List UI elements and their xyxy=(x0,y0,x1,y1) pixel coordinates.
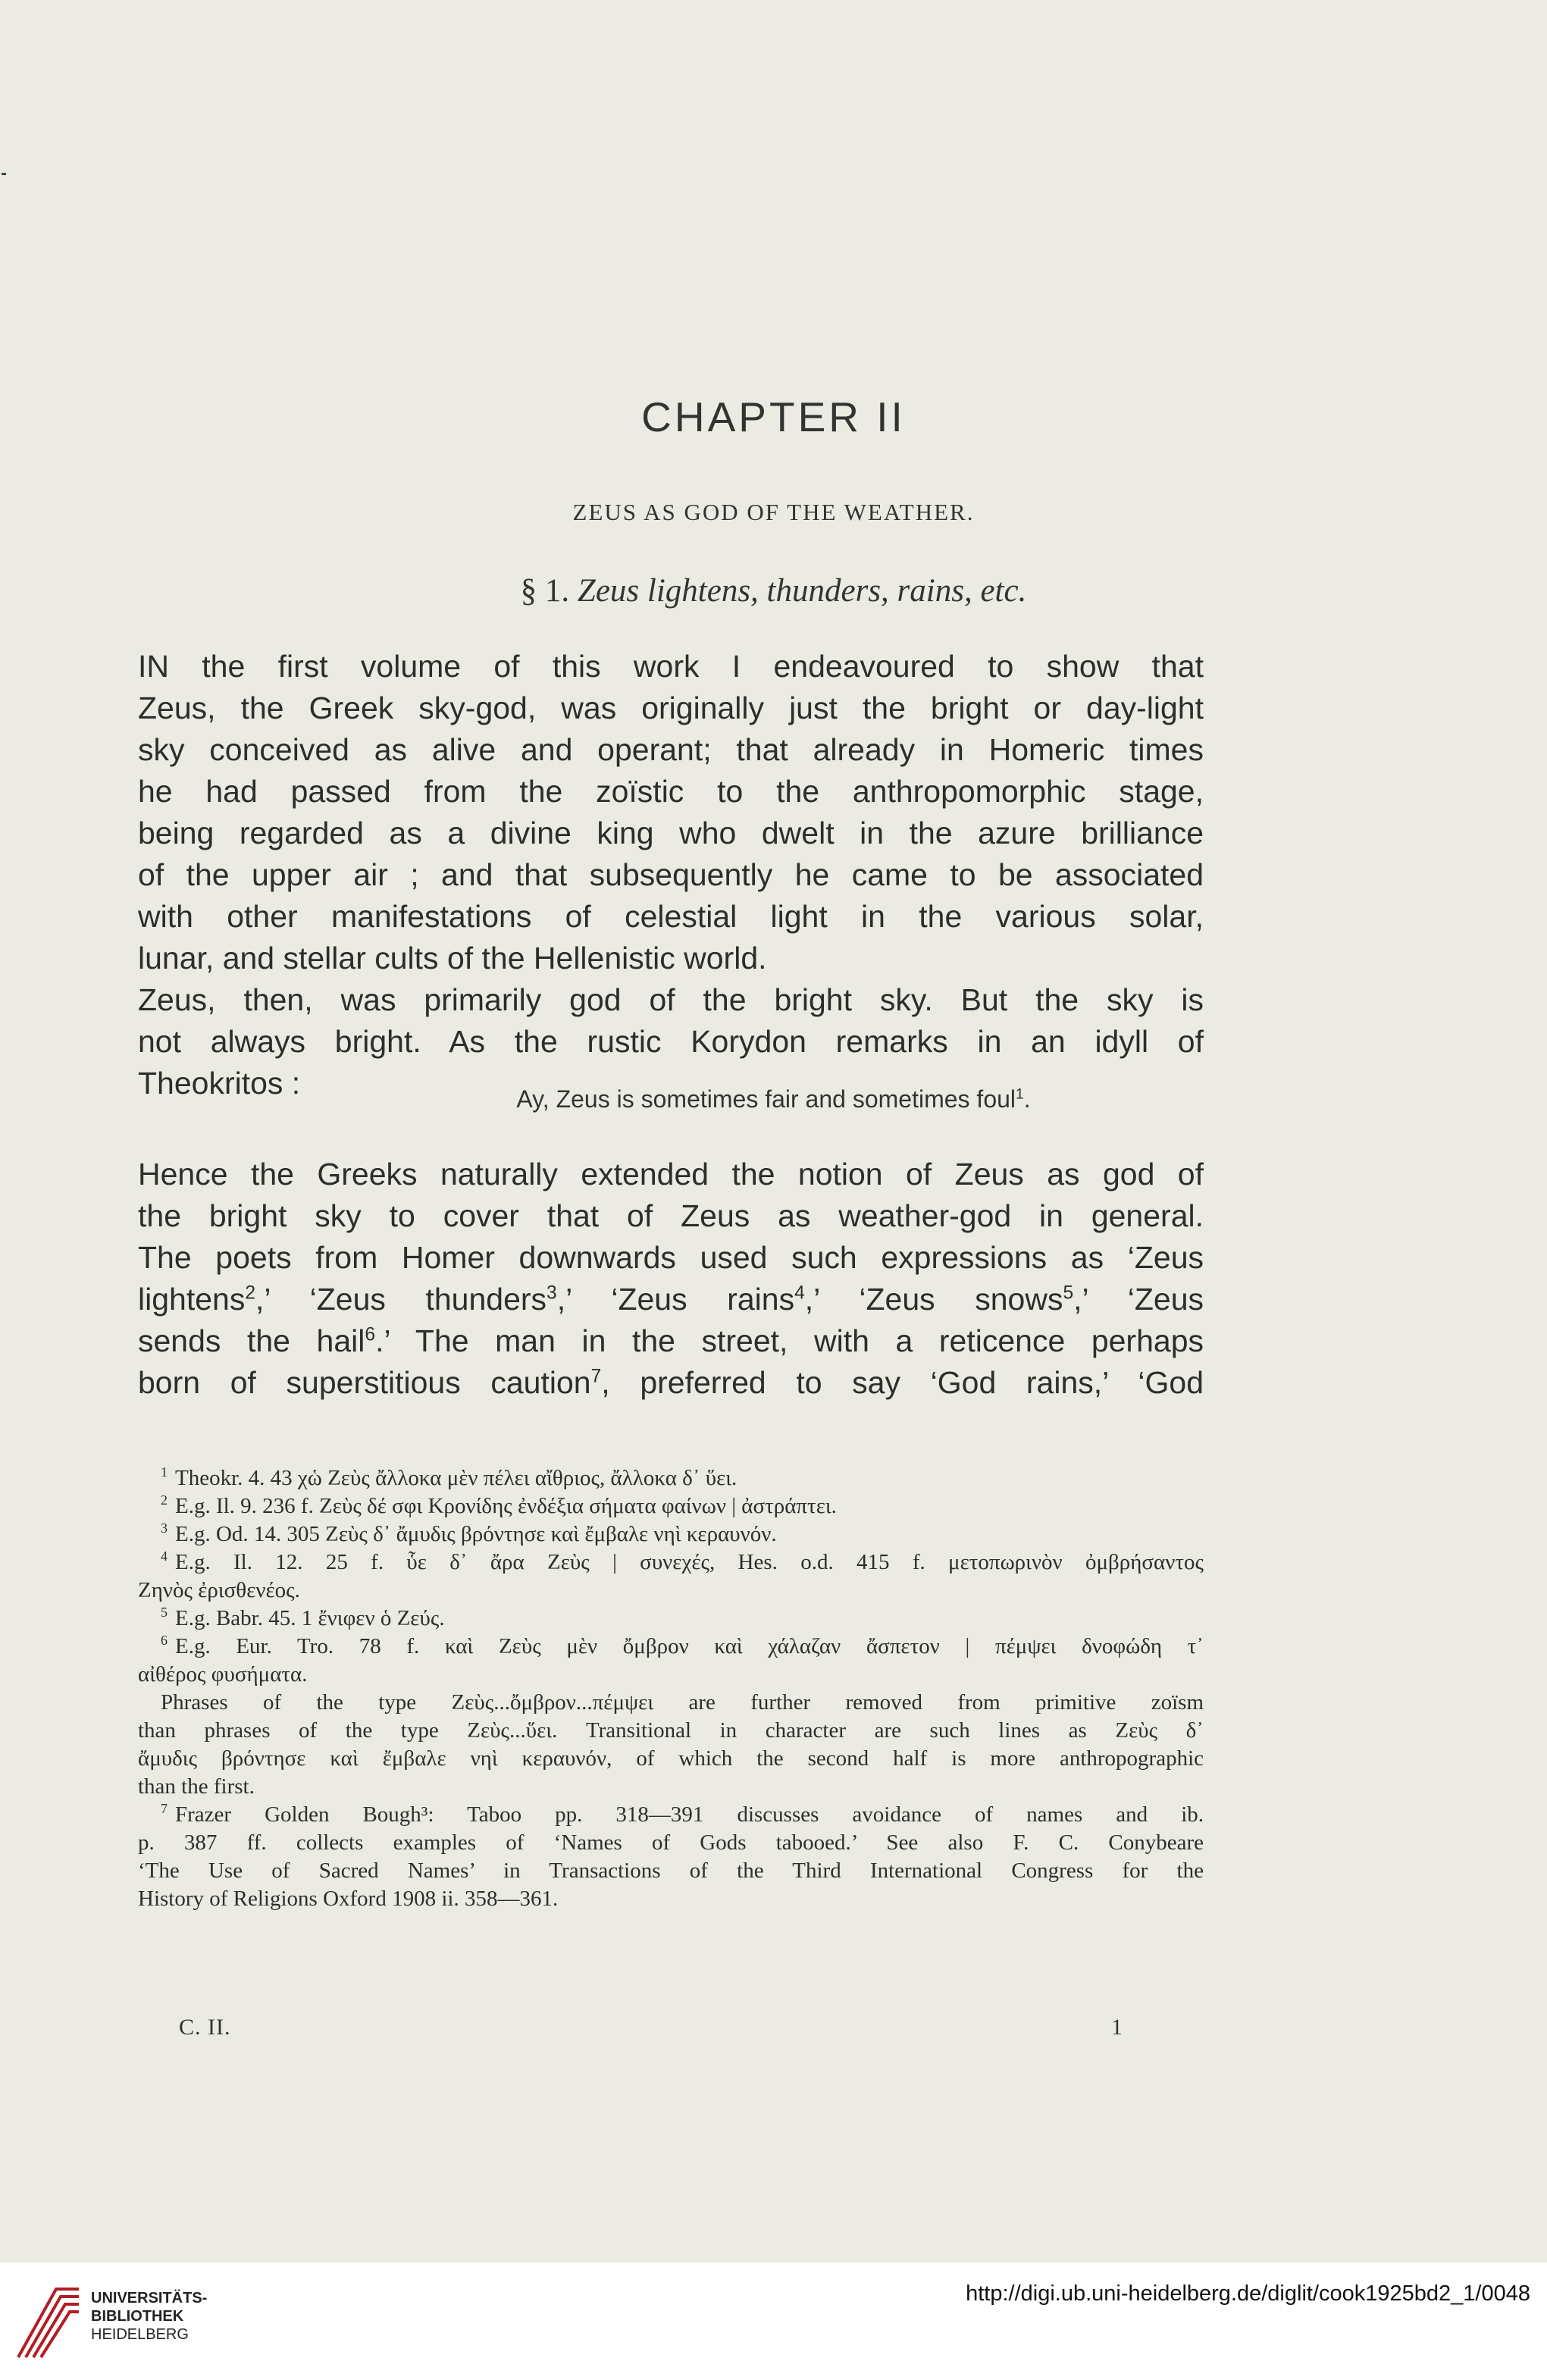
text-line: not always bright. As the rustic Korydon remarks in an idyll of xyxy=(138,1024,1204,1059)
footnote-line xyxy=(138,1717,1204,1745)
footnote-text: than phrases of the type Ζεὺς...ὕει. Transitional in character are such lines as Ζεὺς δ᾽ xyxy=(138,1718,1204,1743)
footnote-number: 7 xyxy=(161,1801,168,1817)
text-line xyxy=(138,1362,1204,1404)
text-line: The poets from Homer downwards used such expressions as ‘Zeus xyxy=(138,1240,1204,1275)
footnote-line xyxy=(138,1773,1204,1801)
footer-bar xyxy=(0,2263,1547,2380)
footnote-text: E.g. Od. 14. 305 Ζεὺς δ᾽ ἄμυδις βρόντησε καὶ ἔμβαλε νηὶ κεραυνόν. xyxy=(174,1522,777,1546)
section-title: Zeus lightens, thunders, rains, etc. xyxy=(577,573,1027,609)
text-line: Zeus, then, was primarily god of the bright sky. But the sky is xyxy=(138,982,1204,1017)
text-line: IN the first volume of this work I endeavoured to show that xyxy=(138,649,1204,684)
footnote-ref: 5 xyxy=(1063,1282,1074,1304)
footnote-line xyxy=(138,1885,1204,1913)
section-heading xyxy=(0,572,1547,609)
paragraph-1 xyxy=(138,646,1204,979)
footnote-text: p. 387 ff. collects examples of ‘Names of Gods tabooed.’ See also F. C. Conybeare xyxy=(138,1830,1204,1855)
page-number: 1 xyxy=(1111,2015,1123,2040)
text-run: ,’ ‘Zeus thunders xyxy=(255,1282,547,1317)
text-line: Theokritos : xyxy=(138,1066,301,1101)
quote-text: Ay, Zeus is sometimes fair and sometimes foul xyxy=(516,1085,1016,1113)
text-run: born of superstitious caution xyxy=(138,1365,591,1400)
footnote-line xyxy=(138,1464,1204,1492)
library-logo-icon xyxy=(11,2281,86,2365)
footnote-ref: 1 xyxy=(1016,1086,1024,1103)
footnote-text: ‘The Use of Sacred Names’ in Transactions of the Third International Congress for the xyxy=(138,1859,1204,1883)
text-run: ,’ ‘Zeus rains xyxy=(556,1282,795,1317)
footnote-number: 4 xyxy=(161,1549,168,1564)
footnote-text: Theokr. 4. 43 χὡ Ζεὺς ἄλλοκα μὲν πέλει αἴθριος, ἄλλοκα δ᾽ ὕει. xyxy=(174,1466,737,1490)
text-line: he had passed from the zoïstic to the anthropomorphic stage, xyxy=(138,774,1204,809)
text-line: with other manifestations of celestial light in the various solar, xyxy=(138,899,1204,934)
footnote-line xyxy=(138,1577,1204,1605)
footnote-text: History of Religions Oxford 1908 ii. 358—361. xyxy=(138,1887,559,1911)
footnote-line xyxy=(138,1633,1204,1661)
section-mark: § 1. xyxy=(520,573,570,609)
text-line: the bright sky to cover that of Zeus as weather-god in general. xyxy=(138,1198,1204,1233)
footnote-text: E.g. Il. 12. 25 f. ὗε δ᾽ ἄρα Ζεὺς | συνεχές, Hes. o.d. 415 f. μετοπωρινὸν ὀμβρήσαντος xyxy=(174,1550,1204,1574)
footnote-line xyxy=(138,1549,1204,1577)
footnote-text: ἄμυδις βρόντησε καὶ ἔμβαλε νηὶ κεραυνόν, of which the second half is more anthropographic xyxy=(138,1746,1204,1771)
chapter-heading: CHAPTER II xyxy=(641,393,906,440)
chapter-subtitle: ZEUS AS GOD OF THE WEATHER. xyxy=(572,499,975,525)
text-run: .’ The man in the street, with a reticence perhaps xyxy=(375,1323,1204,1358)
text-run: sends the hail xyxy=(138,1323,365,1358)
footnote-ref: 4 xyxy=(794,1282,805,1304)
footnote-line xyxy=(138,1605,1204,1633)
footnote-text: E.g. Eur. Tro. 78 f. καὶ Ζεὺς μὲν ὄμβρον καὶ χάλαζαν ἄσπετον | πέμψει δνοφώδη τ᾽ xyxy=(174,1634,1204,1658)
footnote-text: E.g. Il. 9. 236 f. Ζεὺς δέ σφι Κρονίδης ἐνδέξια σήματα φαίνων | ἀστράπτει. xyxy=(174,1494,837,1518)
text-run: , preferred to say ‘God rains,’ ‘God xyxy=(601,1365,1204,1400)
text-line: Zeus, the Greek sky-god, was originally just the bright or day-light xyxy=(138,691,1204,725)
library-logo-text xyxy=(91,2289,207,2344)
footnote-number: 1 xyxy=(161,1464,168,1480)
footnote-line xyxy=(138,1829,1204,1857)
paragraph-3 xyxy=(138,1154,1204,1404)
footnote-line xyxy=(138,1857,1204,1885)
text-line: sky conceived as alive and operant; that already in Homeric times xyxy=(138,732,1204,767)
footnote-text: Frazer Golden Bough³: Taboo pp. 318—391 discusses avoidance of names and ib. xyxy=(174,1802,1204,1827)
edge-mark xyxy=(2,173,6,175)
footnote-line xyxy=(138,1745,1204,1773)
text-run: lightens xyxy=(138,1282,246,1317)
footnote-line xyxy=(138,1661,1204,1689)
footnote-text: than the first. xyxy=(138,1774,255,1799)
quotation: Ay, Zeus is sometimes fair and sometimes foul$^1$. xyxy=(516,1085,1031,1113)
footnote-number: 5 xyxy=(161,1605,168,1621)
footnote-number: 3 xyxy=(161,1520,168,1536)
logo-line: UNIVERSITÄTS- xyxy=(91,2290,208,2306)
footnote-ref: 2 xyxy=(245,1282,256,1304)
footnote-text: αἰθέρος φυσήματα. xyxy=(138,1662,308,1686)
footnote-ref: 6 xyxy=(365,1324,376,1345)
source-url[interactable]: http://digi.ub.uni-heidelberg.de/diglit/cook1925bd2_1/0048 xyxy=(966,2281,1530,2306)
footnote-ref: 3 xyxy=(546,1282,557,1304)
signature-mark: C. II. xyxy=(179,2015,231,2040)
text-line xyxy=(138,1320,1204,1362)
footnote-text: Phrases of the type Ζεὺς...ὄμβρον...πέμψει are further removed from primitive zoïsm xyxy=(161,1690,1204,1715)
footnote-number: 6 xyxy=(161,1633,168,1649)
footnote-text: Ζηνὸς ἐρισθενέος. xyxy=(138,1578,300,1602)
text-line: Hence the Greeks naturally extended the notion of Zeus as god of xyxy=(138,1157,1204,1192)
footnote-ref: 7 xyxy=(590,1366,602,1387)
text-line: being regarded as a divine king who dwelt in the azure brilliance xyxy=(138,816,1204,850)
footnote-line xyxy=(138,1689,1204,1717)
text-run: ,’ ‘Zeus snows xyxy=(804,1282,1063,1317)
footnote-line xyxy=(138,1801,1204,1829)
text-line: of the upper air ; and that subsequently he came to be associated xyxy=(138,857,1204,892)
footnote-text: E.g. Babr. 45. 1 ἔνιφεν ὁ Ζεύς. xyxy=(174,1606,445,1630)
text-line: lunar, and stellar cults of the Hellenistic world. xyxy=(138,941,767,975)
footnote-number: 2 xyxy=(161,1492,168,1508)
footnote-line xyxy=(138,1492,1204,1520)
text-run: ,’ ‘Zeus xyxy=(1073,1282,1204,1317)
text-line xyxy=(138,1279,1204,1320)
footnotes xyxy=(138,1464,1204,1913)
logo-line: BIBLIOTHEK xyxy=(91,2308,184,2325)
footnote-line xyxy=(138,1520,1204,1549)
logo-line: HEIDELBERG xyxy=(91,2326,189,2343)
